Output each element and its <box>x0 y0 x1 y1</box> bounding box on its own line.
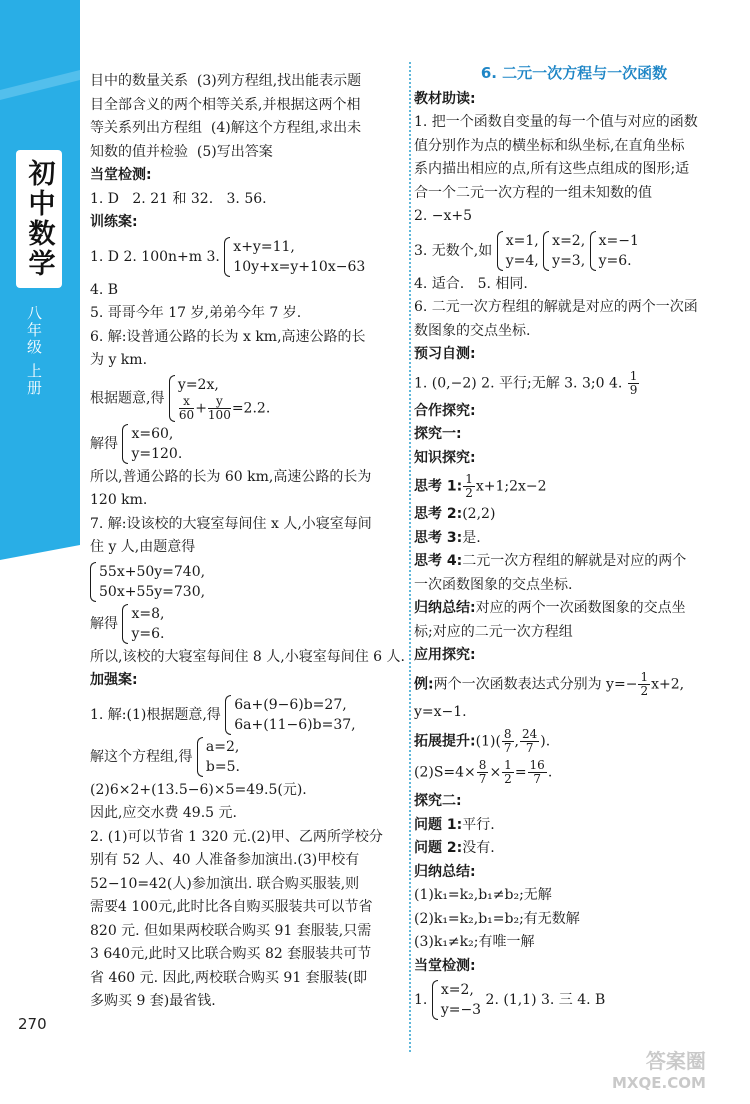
section-title: 6. 二元一次方程与一次函数 <box>480 64 668 82</box>
text-line: 820 元. 但如果两校联合购买 91 套服装,只需 <box>90 922 372 939</box>
answer-line: 思考 2:(2,2) <box>414 506 496 522</box>
equation: y=120. <box>131 445 183 462</box>
answer-line: 归纳总结:对应的两个一次函数图象的交点坐 <box>414 600 686 616</box>
equation: y=6. <box>131 625 165 642</box>
text-line: 值分别作为点的横坐标和纵坐标,在直角坐标 <box>414 137 685 154</box>
text-line: (3)k₁≠k₂;有唯一解 <box>414 934 535 950</box>
text-line: 3 640元,此时又比联合购买 82 套服装共可节 <box>90 946 372 962</box>
text-line: 因此,应交水费 49.5 元. <box>90 805 237 821</box>
text-line: 所以,该校的大寝室每间住 8 人,小寝室每间住 6 人. <box>90 648 405 665</box>
equation-system: x=1, y=4, <box>497 231 539 271</box>
answer-line: 1. (0,−2) 2. 平行;无解 3. 3;0 4. $\frac{1}{9}$ <box>414 368 638 397</box>
section-heading: 归纳总结: <box>414 863 476 880</box>
equation: 55x+50y=740, <box>99 563 206 580</box>
answer-line: 5. 哥哥今年 17 岁,弟弟今年 7 岁. <box>90 305 302 321</box>
fraction: $\frac{16}{7}$ <box>529 758 545 786</box>
equation: x=60, <box>131 425 174 442</box>
text-line: 120 km. <box>90 492 148 508</box>
section-heading: 应用探究: <box>414 647 476 663</box>
text-line: 6. 二元一次方程组的解就是对应的两个一次函 <box>414 299 698 315</box>
answer-line: 4. B <box>90 281 119 298</box>
equation: 10y+x=y+10x−63 <box>233 258 366 275</box>
equation-system <box>224 237 365 277</box>
section-heading: 知识探究: <box>414 449 476 466</box>
answer-text: 1. 解:(1)根据题意,得 <box>90 706 221 723</box>
section-heading: 探究一: <box>414 426 462 442</box>
equation: 6a+(11−6)b=37, <box>234 716 356 733</box>
text-line: (2)k₁=k₂,b₁=b₂;有无数解 <box>414 910 580 927</box>
column-divider <box>409 62 411 1052</box>
text-line: 数图象的交点坐标. <box>414 322 531 339</box>
section-heading: 训练案: <box>90 214 138 230</box>
answer-line: 思考 1: $\frac{1}{2}$ x+1;2x−2 <box>414 472 547 500</box>
answer-line: 拓展提升:(1)( $\frac{8}{7}$ , $\frac{24}{7}$ ). <box>414 727 551 755</box>
left-column <box>90 70 405 1014</box>
fraction: $\frac{24}{7}$ <box>522 727 538 755</box>
answer-line: (2)S=4× $\frac{8}{7}$ × $\frac{1}{2}$ = $\frac{16}{7}$ . <box>414 758 553 786</box>
section-heading: 加强案: <box>90 672 138 688</box>
answer-line: 问题 2:没有. <box>414 840 495 856</box>
equation: 6a+(9−6)b=27, <box>234 696 347 713</box>
equation: y=2x, <box>177 376 219 393</box>
answer-line <box>90 375 400 422</box>
text-line: 6. 解:设普通公路的长为 x km,高速公路的长 <box>90 328 366 345</box>
fraction: $\frac{8}{7}$ <box>478 758 487 786</box>
answer-text: 解这个方程组,得 <box>90 748 193 765</box>
text-line: (1)k₁=k₂,b₁≠b₂;无解 <box>414 887 552 903</box>
section-heading: 合作探究: <box>414 402 476 419</box>
text-line: 52−10=42(人)参加演出. 联合购买服装,则 <box>90 875 360 892</box>
text-line: 知数的值并检验 (5)写出答案 <box>90 143 273 160</box>
sidebar <box>0 0 80 1104</box>
text-line: 1. 把一个函数自变量的每一个值与对应的函数 <box>414 114 698 130</box>
text-line: 目全部含义的两个相等关系,并根据这两个相 <box>90 96 361 113</box>
right-column <box>414 62 734 1022</box>
text-line: 需要4 100元,此时比各自购买服装共可以节省 <box>90 899 373 915</box>
answer-text: 根据题意,得 <box>90 390 165 406</box>
equation-system <box>90 562 205 602</box>
fraction: $\frac{x}{60}$ <box>178 393 195 422</box>
fraction: $\frac{y}{100}$ <box>207 393 231 422</box>
answer-line: 思考 3:是. <box>414 529 481 546</box>
text-line: 一次函数图象的交点坐标. <box>414 576 573 593</box>
answer-line <box>90 737 400 777</box>
answer-text: 1. D 2. 100n+m 3. <box>90 248 220 265</box>
answer-text: 解得 <box>90 615 118 632</box>
book-title-block <box>16 150 62 288</box>
fraction: $\frac{1}{9}$ <box>629 368 638 397</box>
answer-text: 3. 无数个,如 <box>414 242 493 259</box>
page-number: 270 <box>18 1015 47 1033</box>
answer-line <box>90 424 400 464</box>
equation-system <box>122 424 182 464</box>
equation-system <box>225 695 355 735</box>
answer-line: 1. x=2, y=−3 2. (1,1) 3. 三 4. B <box>414 982 606 1018</box>
equation: 50x+55y=730, <box>99 583 206 600</box>
answer-line <box>90 562 400 602</box>
text-line: 等关系列出方程组 (4)解这个方程组,求出未 <box>90 120 362 136</box>
answer-line: 2. −x+5 <box>414 208 473 224</box>
text-line: 系内描出相应的点,所有这些点组成的图形;适 <box>414 161 690 177</box>
section-heading: 当堂检测: <box>90 167 152 183</box>
equation-system: x=2, y=3, <box>543 231 585 271</box>
fraction: $\frac{8}{7}$ <box>503 727 512 755</box>
answer-line <box>90 695 400 735</box>
answer-line: 思考 4:二元一次方程组的解就是对应的两个 <box>414 553 687 569</box>
fraction: $\frac{1}{2}$ <box>504 758 512 786</box>
answer-text: 解得 <box>90 435 118 452</box>
equation-system <box>169 375 270 422</box>
answer-line <box>90 604 400 644</box>
text-line: 7. 解:设该校的大寝室每间住 x 人,小寝室每间 <box>90 515 372 532</box>
answer-line <box>90 237 400 277</box>
watermark: 答案圈 MXQE.COM <box>612 1049 706 1092</box>
answer-line: 例:两个一次函数表达式分别为 y=− $\frac{1}{2}$ x+2, <box>414 669 685 698</box>
text-line: (2)6×2+(13.5−6)×5=49.5(元). <box>90 781 307 798</box>
fraction: $\frac{1}{2}$ <box>465 472 473 500</box>
equation: a=2, <box>205 738 240 755</box>
section-heading: 预习自测: <box>414 346 476 362</box>
text-line: 多购买 9 套)最省钱. <box>90 993 216 1009</box>
section-heading: 教材助读: <box>414 90 476 107</box>
text-line: 所以,普通公路的长为 60 km,高速公路的长为 <box>90 468 372 485</box>
text-line: 省 460 元. 因此,两校联合购买 91 套服装(即 <box>90 969 368 986</box>
equation-system <box>122 604 164 644</box>
equation-system: x=−1 y=6. <box>590 231 639 271</box>
equation-system <box>197 737 240 777</box>
text-line: y=x−1. <box>414 703 467 720</box>
answer-line: 1. D 2. 21 和 32. 3. 56. <box>90 190 267 207</box>
equation: x=8, <box>131 605 165 622</box>
answer-line <box>414 231 734 271</box>
answer-line: 问题 1:平行. <box>414 816 495 833</box>
book-title: 初中数学 <box>23 159 55 279</box>
equation: $\frac{x}{60}$ + $\frac{y}{100}$ =2.2. <box>178 393 271 422</box>
equation-system: x=2, y=−3 <box>432 980 481 1020</box>
text-line: 合一个二元一次方程的一组未知数的值 <box>414 184 652 201</box>
answer-line: 4. 适合. 5. 相同. <box>414 275 528 292</box>
text-line: 住 y 人,由题意得 <box>90 539 196 555</box>
grade-label: 八年级 上册 <box>25 305 43 397</box>
text-line: 目中的数量关系 (3)列方程组,找出能表示题 <box>90 73 362 89</box>
section-heading: 当堂检测: <box>414 957 476 974</box>
text-line: 2. (1)可以节省 1 320 元.(2)甲、乙两所学校分 <box>90 828 383 845</box>
text-line: 为 y km. <box>90 352 148 368</box>
text-line: 标;对应的二元一次方程组 <box>414 623 573 640</box>
text-line: 别有 52 人、40 人准备参加演出.(3)甲校有 <box>90 852 360 868</box>
equation: b=5. <box>205 758 240 775</box>
fraction: $\frac{1}{2}$ <box>640 669 649 698</box>
section-heading: 探究二: <box>414 793 462 809</box>
equation: x+y=11, <box>233 238 295 255</box>
